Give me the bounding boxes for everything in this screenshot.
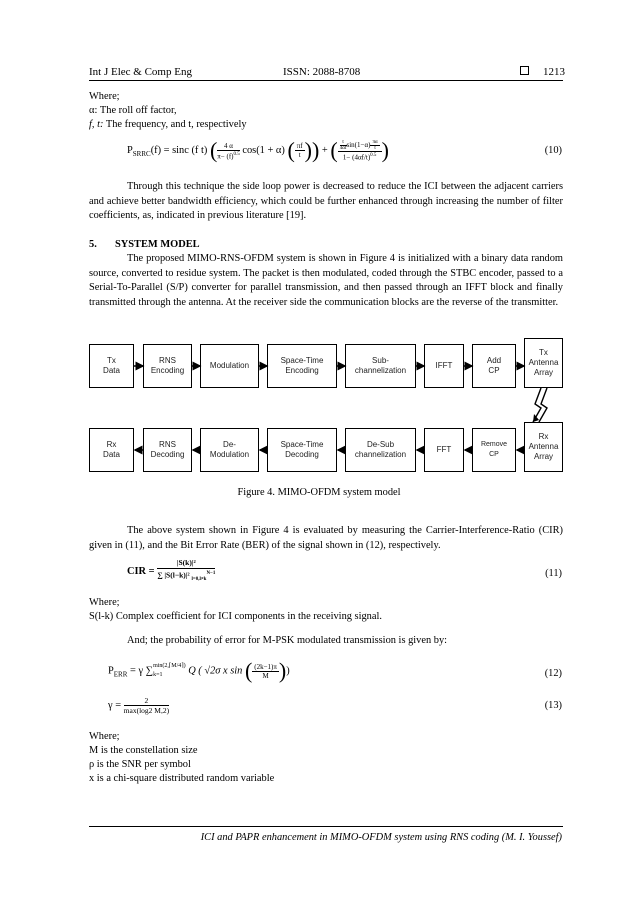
equation-13 — [108, 696, 169, 715]
rho-definition: ρ is the SNR per symbol — [89, 759, 191, 770]
ifft-block: IFFT — [424, 344, 464, 388]
footer-citation: ICI and PAPR enhancement in MIMO-OFDM system using RNS coding (M. I. Youssef) — [200, 832, 562, 843]
eq10-lhs-rest: (f) = sinc (f t) — [150, 145, 208, 157]
space-time-decoding-block: Space-Time Decoding — [267, 428, 337, 472]
f-t-definition — [89, 118, 247, 133]
s-l-k-definition: S(l-k) Complex coefficient for ICI components in the receiving signal. — [89, 611, 382, 622]
journal-name: Int J Elec & Comp Eng — [89, 66, 192, 78]
footer-rule — [89, 826, 563, 827]
eq10-plus: + — [321, 145, 328, 157]
demodulation-block: De- Modulation — [200, 428, 259, 472]
eq12-q: Q ( √2σ x sin — [188, 665, 243, 677]
alpha-definition: α: The roll off factor, — [89, 105, 177, 116]
where-label: Where; — [89, 91, 120, 102]
eq12-number: (12) — [544, 668, 562, 679]
fft-block: FFT — [424, 428, 464, 472]
where-label-3: Where; — [89, 731, 120, 742]
m-definition: M is the constellation size — [89, 745, 198, 756]
section-number: 5. — [89, 239, 97, 250]
eq11-frac: $\frac{\text{|S(k)|²}}{\sum |S(l-k)|^2 _{l=0,l\ne k}^{N-1}}$ — [157, 558, 216, 582]
de-sub-channelization-block: De-Sub channelization — [345, 428, 416, 472]
eq13-frac: $\frac{2}{\max(\log 2 M,2)}$ — [123, 696, 170, 715]
paragraph-system-model: The proposed MIMO-RNS-OFDM system is shown in Figure 4 is initialized with a binary data random source, converted to residue system. The packet is then modulated, coded through the STBC encoder, passed to a Serial-To-Parallel (S/P) converter for parallel transmission, and then passed through an IFFT block and finally transmitted through the antenna. At the receiver side the communication blocks are the reverse of the transmitter. — [89, 253, 563, 308]
eq11-lhs: CIR = — [127, 565, 155, 577]
eq12-frac: $\frac{(2k-1)\pi}{M}$ — [254, 662, 277, 680]
equation-12: $P_{ERR} = \gamma$ ∑ min(2,⌈M/4⌉) k=1 Q ( √2σ x sin ( $\frac{(2k-1)\pi}{M}$ )) — [108, 658, 290, 683]
eq13-number: (13) — [544, 700, 562, 711]
rns-encoding-block: RNS Encoding — [143, 344, 192, 388]
square-bullet-icon — [520, 66, 529, 78]
eq10-frac2: $\frac{\pi f}{t}$ — [296, 142, 303, 160]
eq13-lhs: γ = — [108, 699, 122, 711]
eq12-lhs: P — [108, 665, 114, 677]
eq10-cos: cos(1 + α) — [242, 145, 285, 157]
remove-cp-block: Remove CP — [472, 428, 516, 472]
rx-data-block: Rx Data — [89, 428, 134, 472]
equation-10: $P_{SRRC}(f) = \sin c$ (f t) ( $\frac{4 \alpha}{\pi- (f)^{0.5}}$ cos(1 + α) ( $\frac{\pi f}{t}$ )) + ( $\frac{t}{4\alpha f}$ sin(1−α) $\frac{\pi\alpha}{t}$ $1- (4\alpha f/t)^{0.5}$ ) — [127, 137, 389, 163]
sub-channelization-block: Sub- channelization — [345, 344, 416, 388]
eq10-lhs: P — [127, 145, 133, 157]
x-definition: x is a chi-square distributed random variable — [89, 773, 275, 784]
paragraph-side-loop: Through this technique the side loop power is decreased to reduce the ICI between the adjacent carriers and achieve better bandwidth efficiency, which could be further enhanced through increasing the number of filter coefficients, as, indicated in previous literature [19]. — [89, 181, 563, 221]
where-label-2: Where; — [89, 597, 120, 608]
eq11-number: (11) — [545, 568, 562, 579]
f-t-description: The frequency, and t, respectively — [105, 119, 247, 130]
system-diagram — [89, 330, 563, 480]
section-title: SYSTEM MODEL — [115, 239, 200, 250]
eq12-sum: = γ ∑ — [130, 665, 154, 677]
f-t-variables: f, t: — [89, 119, 104, 130]
modulation-block: Modulation — [200, 344, 259, 388]
eq10-lhs-sub: SRRC — [132, 150, 151, 159]
space-time-encoding-block: Space-Time Encoding — [267, 344, 337, 388]
eq12-lhs-sub: ERR — [113, 670, 128, 679]
paragraph-evaluation: The above system shown in Figure 4 is evaluated by measuring the Carrier-Interference-Ratio (CIR) given in (11), and the Bit Error Rate (BER) of the signal shown in (12), respectively. — [89, 525, 563, 551]
header-rule — [89, 80, 563, 81]
eq10-number: (10) — [544, 145, 562, 156]
rns-decoding-block: RNS Decoding — [143, 428, 192, 472]
rx-antenna-array-block: Rx Antenna Array — [524, 422, 563, 472]
add-cp-block: Add CP — [472, 344, 516, 388]
tx-data-block: Tx Data — [89, 344, 134, 388]
issn: ISSN: 2088-8708 — [283, 66, 361, 78]
eq10-frac3: $\frac{t}{4\alpha f}$ sin(1−α) $\frac{\pi\alpha}{t}$ $1- (4\alpha f/t)^{0.5}$ — [338, 140, 382, 161]
page-number: 1213 — [543, 66, 565, 78]
paragraph-probability: And; the probability of error for M-PSK modulated transmission is given by: — [127, 635, 448, 646]
equation-11 — [127, 558, 215, 585]
eq10-frac1: $\frac{4 \alpha}{\pi- (f)^{0.5}}$ — [217, 141, 240, 160]
tx-antenna-array-block: Tx Antenna Array — [524, 338, 563, 388]
figure-caption: Figure 4. MIMO-OFDM system model — [237, 487, 401, 498]
